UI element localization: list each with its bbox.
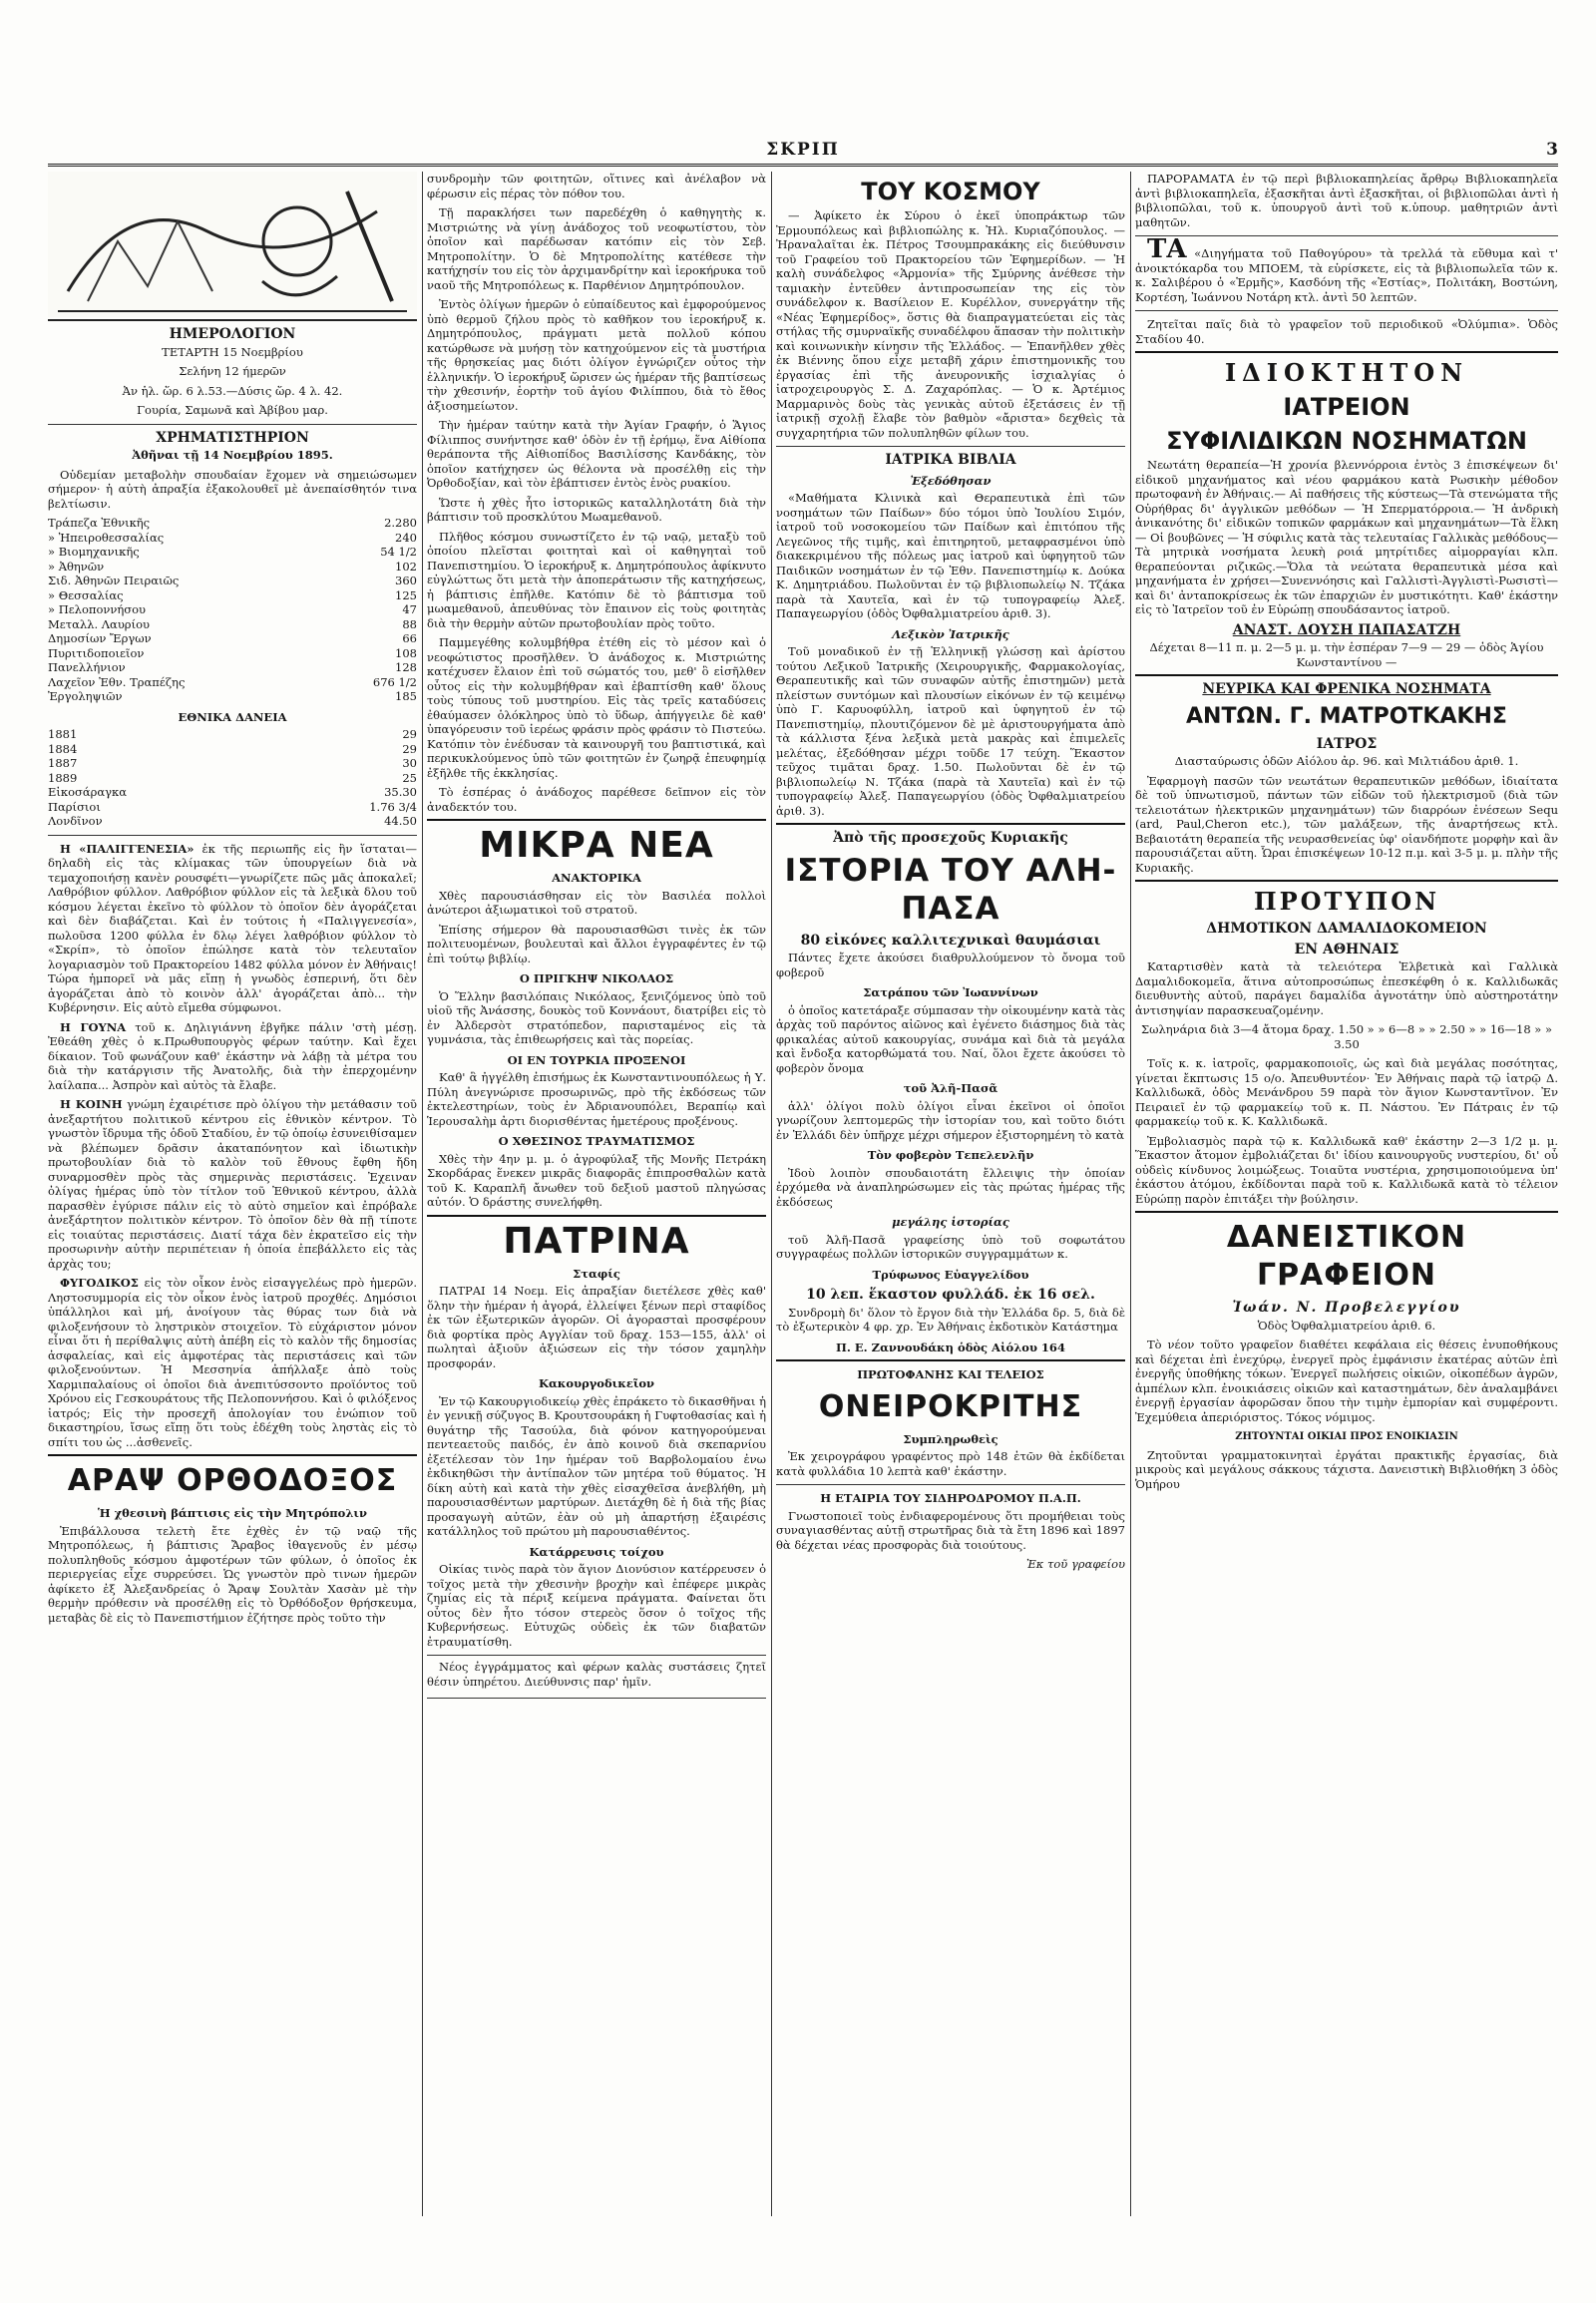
loans-table (48, 727, 417, 829)
row-value: 66 (402, 631, 417, 645)
iatreion-headline: ΙΑΤΡΕΙΟΝ (1283, 393, 1410, 421)
article-paragraph: Δέχεται 8—11 π. μ. 2—5 μ. μ. τὴν ἑσπέραν 7—9 — 29 — ὁδὸς Ἁγίου Κωνσταντίνου — (1149, 640, 1544, 669)
article-paragraph: Τοῦ μοναδικοῦ ἐν τῇ Ἑλληνικῇ γλώσσῃ καὶ ἀρίστου τούτου Λεξικοῦ Ἰατρικῆς (Χειρουργικῆς, Φαρμακολογίας, Θεραπευτικῆς καὶ τῶν συναφῶν αὐτῆς ἐπιστημῶν) μετὰ πλείστων συντόμων καὶ πλουσίων εἰκόνων ἐν τῷ κειμένῳ ὑπὸ Γ. Καρυοφύλλη, ἰατροῦ καὶ ὑφηγητοῦ ἐν τῷ Πανεπιστημίῳ, πλουτιζόμενον δὲ μὲ ἀριστουργήματα ἀπὸ τὰ κάλλιστα ξένα λεξικὰ μετὰ μακρὰς καὶ ἐπιμελεῖς μελέτας, ἐξεδόθησαν μέχρι τοῦδε 17 τεύχη. Ἕκαστον τεῦχος τιμᾶται δραχ. 1.50. Πωλοῦνται δὲ ἐν τῷ βιβλιοπωλείῳ Ν. Τζάκα (παρὰ τὰ Χαυτεῖα) καὶ ἐν τῷ τυπογραφείῳ Ἀλεξ. Παπαγεωργίου (ὁδὸς Ὀφθαλμιατρείου ἀριθ. 3). (776, 644, 1125, 818)
masthead-drawing-icon (48, 172, 417, 317)
article-paragraph: Οἰκίας τινὸς παρὰ τὸν ἅγιον Διονύσιον κατέρρευσεν ὁ τοῖχος μετὰ τὴν χθεσινὴν βροχὴν καὶ ἐπέφερε μικρὰς ζημίας εἰς τὰ πέριξ κείμενα πράγματα. Φαίνεται ὅτι οὗτος δὲν ἦτο τόσον στερεὸς ὅσον ὁ τοῖχος τῆς Κυβερνήσεως. Εὐτυχῶς οὐδεὶς ἐκ τῶν διαβατῶν ἐτραυματίσθη. (427, 1562, 766, 1649)
row-value: 1.76 3/4 (369, 799, 417, 814)
loans-title: ΕΘΝΙΚΑ ΔΑΝΕΙΑ (178, 709, 287, 724)
arab-subtitle: Ἡ χθεσινὴ βάπτισις εἰς τὴν Μητρόπολιν (98, 1506, 367, 1520)
table-row (48, 800, 417, 815)
column-2 (427, 172, 766, 2216)
ali-pasha-headline: ΙΣΤΟΡΙΑ ΤΟΥ ΑΛΗ-ΠΑΣΑ (784, 852, 1117, 927)
row-value: 125 (395, 587, 417, 602)
table-row (48, 588, 417, 603)
ad-publisher: Π. Ε. Ζαννουδάκη ὁδὸς Αἰόλου 164 (836, 1340, 1065, 1354)
item-text: τοῦ κ. Δηλιγιάννη ἐβγῆκε πάλιν 'στὴ μέσῃ. Ἐθεάθη χθὲς ὁ κ.Πρωθυπουργὸς φέρων ταύτην. Καὶ ἔχει δίκαιον. Τοῦ φωνάζουν καθ' ἑκάστην νὰ λάβῃ τὰ μέτρα του διὰ τὴν κατάργισιν τῆς Ἀνατολῆς, διὰ τὴν ἐπερχομένην λαίλαπα... Ἀσπρὸν καὶ αὐτὸς τὰ ἔλαβε. (48, 1019, 417, 1092)
ad-emphasis: Τρύφωνος Εὐαγγελίδου (872, 1267, 1029, 1282)
daneistikon-owner: Ἰωάν. Ν. Προβελεγγίου (1232, 1300, 1461, 1316)
ad-price: 10 λεπ. ἕκαστον φυλλάδ. ἐκ 16 σελ. (806, 1287, 1095, 1303)
row-label: Λαχεῖον Ἐθν. Τραπέζης (48, 674, 186, 689)
table-row (48, 742, 417, 757)
calendar-line: ΤΕΤΑΡΤΗ 15 Νοεμβρίου (162, 344, 303, 359)
oneirokritis-subhead: Συμπληρωθεὶς (903, 1431, 998, 1446)
section-heading: Η ΕΤΑΙΡΙΑ ΤΟΥ ΣΙΔΗΡΟΔΡΟΜΟΥ Π.Α.Π. (820, 1491, 1081, 1505)
news-item (48, 1020, 417, 1093)
column-rule-3 (1130, 172, 1131, 2216)
damalidokomeion-headline: ΔΗΜΟΤΙΚΟΝ ΔΑΜΑΛΙΔΟΚΟΜΕΙΟΝ (1206, 921, 1487, 937)
column-3 (776, 172, 1125, 2216)
divider (776, 823, 1125, 825)
article-paragraph: Ἐν τῷ Κακουργιοδικείῳ χθὲς ἐπράκετο τὸ δικασθῆναι ἡ ἐν γενικῇ σύζυγος Β. Κρουτσουράκη ἡ Γυφτοθασίας καὶ ἡ θυγάτηρ τῆς Τασούλα, διὰ φόνον κατηγορούμεναι πεντεαετοῦς παιδός, ἐν ἀπὸ κοινοῦ διὰ σκεπαρνίου ἐξετέλεσαν τὸν 1ην ἡμέραν τοῦ Βαρβολομαίου ἐνω ἐκδικηθῶσι τὴν ἀντίπαλον τῶν μητέρα τοῦ θύματος. Ἡ δίκη αὐτὴ καὶ κατὰ τὴν χθὲς εἰσαχθεῖσα ἀνεβλήθη, μὴ παρουσιασθέντων μαρτύρων. Διετάχθη δὲ ἡ διὰ τῆς βίας προσαγωγὴ αὐτῶν, ἐὰν οὐ μὴ ἀπαρτήσῃ ἐξαιρέσις κατάλληλος τοῦ πρώτου μὴ παρουσιαθέντος. (427, 1393, 766, 1538)
news-item (48, 1097, 417, 1271)
article-paragraph: ἀλλ' ὀλίγοι πολὺ ὀλίγοι εἶναι ἐκεῖνοι οἱ ὁποῖοι γνωρίζουν λεπτομερῶς τὴν ἱστορίαν του, καὶ τοῦτο διότι ἐν Ἑλλάδι δὲν ὑπῆρχε μέχρι σήμερον ἐξιστορημένη τὸ κατὰ (776, 1098, 1125, 1142)
article-paragraph: Τὴν ἡμέραν ταύτην κατὰ τὴν Ἁγίαν Γραφήν, ὁ Ἅγιος Φίλιππος συνήντησε καθ' ὁδὸν ἐν τῇ ἐρήμῳ, ἕνα Αἰθίοπα θεράποντα τῆς Αἰθιοπίδος Βασιλίσσης Κανδάκης, τὸν ὁποῖον κατήχησεν ὡς θέλοντα νὰ προσέλθῃ εἰς τὴν Ὀρθοδοξίαν, καὶ τὸν ἐβάπτισεν ἐντὸς ἑνὸς ρυακίου. (427, 418, 766, 490)
article-paragraph: Τὸ νέον τοῦτο γραφεῖον διαθέτει κεφάλαια εἰς θέσεις ἐνυποθήκους καὶ δέχεται ἐπὶ ἐνεχύρῳ, ἐνεργεῖ πρὸς ἐμφάνισιν ἑκατέρας αὐτῶν ἐπὶ ἐνεργῆς ὑποθήκης τόκων. Ἐνεργεῖ πωλήσεις οἰκιῶν, οἰκοπέδων ἀγρῶν, ἀμπέλων κλπ. ἐνοικιάσεις οἰκιῶν καὶ καταστημάτων, δὲν ἀναλαμβάνει ἐνεργῇ ἐργασίαν ἀφορῶσαν ὅπου τὴν τιμὴν ἐμπορίαν καὶ συμφέροντι. Ἐχεμύθεια ἀπεριόριστος. Τόκος νόμιμος. (1135, 1338, 1558, 1424)
table-row (48, 631, 417, 646)
table-row (48, 602, 417, 617)
row-value: 44.50 (384, 814, 417, 828)
divider (1135, 880, 1558, 882)
price-list: Σωληνάρια διὰ 3—4 ἄτομα δραχ. 1.50 » » 6—8 » » 2.50 » » 16—18 » » 3.50 (1140, 1022, 1553, 1051)
calendar-box (48, 327, 417, 418)
article-paragraph: Καταρτισθὲν κατὰ τὰ τελειότερα Ἑλβετικὰ καὶ Γαλλικὰ Δαμαλιδοκομεῖα, ἅτινα αὐτοπροσώπως ἐπεσκέφθη ὁ κ. Καλλιδωκᾶς διευθυντὴς αὐτοῦ, παράγει δαμαλίδα ἀγνοτάτην ὑπὸ αὐστηροτάτην ἀντισηψίαν παρασκευαζομένην. (1135, 960, 1558, 1017)
row-label: » Ἠπειροθεσσαλίας (48, 530, 165, 545)
row-value: 676 1/2 (372, 674, 417, 689)
item-lead: ΦΥΓΟΔΙΚΟΣ (60, 1276, 139, 1290)
table-row (48, 771, 417, 786)
article-paragraph: Πάντες ἔχετε ἀκούσει διαθρυλλούμενον τὸ ὄνομα τοῦ φοβεροῦ (776, 951, 1125, 979)
signature: Ἐκ τοῦ γραφείου (1026, 1557, 1125, 1571)
table-row (48, 785, 417, 800)
article-paragraph: Ἐντὸς ὀλίγων ἡμερῶν ὁ εὐπαίδευτος καὶ ἐμφορούμενος ὑπὸ θερμοῦ ζήλου πρὸς τὸ καθῆκον του ἱεροκήρυξ κ. Δημητρόπουλος, πράγματι μετὰ πολλοῦ κόπου κατώρθωσε νὰ μυήσῃ τὸν κατηχούμενον εἰς τὰ μυστήρια τῆς θρησκείας μας διότι ὀλίγον ἐγνώριζεν οὗτος τὴν ἑλληνικήν. Ὁ ἱεροκήρυξ ὥρισεν ὡς ἡμέραν τῆς βαπτίσεως τὴν χθεσινήν, ἑορτὴν τοῦ ἁγίου Φιλίππου, διὰ τὸ ἔθος ἀξιοσημείωτον. (427, 297, 766, 413)
article-paragraph: Ζητεῖται παῖς διὰ τὸ γραφεῖον τοῦ περιοδικοῦ «Ὀλύμπια». Ὁδὸς Σταδίου 40. (1135, 317, 1558, 346)
section-heading: Ο ΧΘΕΣΙΝΟΣ ΤΡΑΥΜΑΤΙΣΜΟΣ (498, 1134, 695, 1148)
doctor-name: ΑΝΤΩΝ. Γ. ΜΑΤΡΟΤΚΑΚΗΣ (1186, 703, 1507, 729)
header-rule (48, 164, 1558, 167)
section-subheading: Ἐξεδόθησαν (910, 473, 992, 488)
calendar-line: Σελήνη 12 ήμερῶν (179, 364, 286, 378)
row-label: Σιδ. Ἀθηνῶν Πειραιῶς (48, 574, 180, 587)
masthead-illustration (48, 172, 417, 321)
article-paragraph: Νεωτάτη θεραπεία—Ἡ χρονία βλεννόρροια ἐντὸς 3 ἐπισκέψεων δι' εἰδικοῦ μηχανήματος καὶ νέου φαρμάκου κατὰ Ρωσικὴν μέθοδον πρωτοφανὴ ἐν Ἀθήναις.— Αἱ παθήσεις τῆς κύστεως—Τὰ στενώματα τῆς Οὐρήθρας δι' ἀγγλικῶν μεθόδων — Ἡ Σπερματόρροια.— Ἡ ἀνδρικὴ ἀνικανότης δι' εἰδικῶν τοπικῶν φαρμάκων καὶ μηχανημάτων—Τὰ ἕλκη— Οἱ βουβῶνες — Ἡ σύφιλις κατὰ τὰς τελευταίας Γαλλικὰς μεθόδους—Τὰ μητρικὰ νοσήματα λευκὴ ροιά μητρίτιδες αἱμορραγίαι κλπ. θεραπεύονται ριζικῶς.—Ὅλα τὰ νεώτατα θεραπευτικὰ μέσα καὶ μηχανήματα ἐν χρήσει—Συνεννόησις καὶ Γαλλιστὶ-Ἀγγλιστὶ-Ρωσιστὶ—καὶ δι' ἀνταποκρίσεως ἐκ τῶν ἐπαρχιῶν ἐν μυστικότητι. Καθ' ἑκάστην εἰς τὸ Ἰατρεῖον τοῦ ἐν Εὐρώπῃ σπουδάσαντος ἰατροῦ. (1135, 458, 1558, 616)
row-label: 1887 (48, 756, 78, 770)
row-label: Ἐργοληψιῶν (48, 689, 123, 703)
row-label: Πυριτιδοποιεῖον (48, 645, 145, 660)
article-paragraph: Παμμεγέθης κολυμβήθρα ἐτέθη εἰς τὸ μέσον καὶ ὁ νεοφώτιστος προσῆλθεν. Ὁ ἀνάδοχος κ. Μιστριώτης κατέχυσεν ἔλαιον ἐπὶ τοῦ σώματός του, μεθ' ὃ εἰσῆλθεν οὗτος εἰς τὴν κολυμβήθραν καὶ ἐβαπτίσθη καθ' ὅλους τοὺς τύπους τοῦ μυστηρίου. Εἰς τὰς τρεῖς καταδύσεις ἐθαύμασεν ὁλόκληρος ὑπὸ τὸ ὕδωρ, ἀπήγγειλε δὲ καθ' ὑπαγόρευσιν τοῦ ἱερέως φράσιν πρὸς φράσιν τὸ Πιστεύω. Κατόπιν τὸν ἐνέδυσαν τὰ καινουργῆ του βαπτιστικά, καὶ περικυκλούμενος ὑπὸ τῶν φοιτητῶν ἐν ζωηρᾷ ἐπευφημίᾳ ἐξῆλθε τῆς ἐκκλησίας. (427, 635, 766, 780)
item-lead: Η ΚΟΙΝΗ (60, 1097, 123, 1111)
item-text: εἰς τὸν οἶκον ἑνὸς εἰσαγγελέως πρὸ ἡμερῶν. Ληστοσυμμορία εἰς τὸν οἶκον ἑνὸς ἰατροῦ προχθές. Δημόσιοι ὑπάλληλοι καὶ μή, ἀνοίγουν τὰς θύρας των διὰ νὰ φιλοξενήσουν τὸ ληστρικὸν στοιχεῖον. Τὸ εὐχάριστον μόνον εἶναι ὅτι ἡ περίθαλψις αὐτὴ ἀπέβη εἰς τὸ καλὸν τῆς δημοσίας ἀσφαλείας, καὶ εἰς ἀμφοτέρας τὰς περιστάσεις καὶ τῶν φιλοξενούντων. Ἡ Μεσσηνία ἀπήλλαξε ἀπὸ τοὺς Χαρμιπαλαίους οἱ ὁποῖοι διὰ ἀνεπιτύσσοντο προϊόντος τοῦ Χρόνου εἰς Γεσκουράτους τῆς Πελοποννήσου. Καὶ ὁ φιλόξενος ἰατρός; Εἰς τὴν προσεχῆ ἀπολογίαν του ἐνώπιον τοῦ δικαστηρίου, ἴσως εἴπῃ ὅτι τοὺς ἐδέχθη τοὺς ληστὰς εἰς τὸ σπίτι του ὡς ...ἀσθενεῖς. (48, 1276, 417, 1449)
table-row (48, 727, 417, 742)
row-value: 185 (395, 689, 417, 703)
exchange-table (48, 516, 417, 704)
ali-pasha-subhead: 80 εἰκόνες καλλιτεχνικαὶ θαυμάσιαι (800, 932, 1101, 949)
article-paragraph: Ἐκ χειρογράφου γραφέντος πρὸ 148 ἐτῶν θὰ ἐκδίδεται κατὰ φυλλάδια 10 λεπτὰ καθ' ἑκάστην. (776, 1449, 1125, 1478)
article-paragraph: Ἐφαρμογὴ πασῶν τῶν νεωτάτων θεραπευτικῶν μεθόδων, ἰδιαίτατα δὲ τοῦ ὑπνωτισμοῦ, πάντων τῶν εἰδῶν τοῦ ἠλεκτρισμοῦ (διὰ τῶν τελειοτάτων ἠλεκτρικῶν μηχανημάτων) τῶν διαρρόων ἐνέσεων Sequ (ard, Paul,Cheron etc.), τῶν μαλάξεων, τῆς ἀναρτήσεως κτλ. Βεβαιοτάτη θεραπεία τῆς νευρασθενείας ὑφ' οἱανδήποτε μορφὴν καὶ ἂν παρουσιάζεται αὕτη. Ὧραι ἐπισκέψεων 10-12 π.μ. καὶ 3-5 μ. μ. πλὴν τῆς Κυριακῆς. (1135, 773, 1558, 875)
exchange-title: ΧΡΗΜΑΤΙΣΤΗΡΙΟΝ (156, 429, 309, 446)
row-value: 360 (395, 574, 417, 587)
divider (1135, 235, 1558, 236)
ad-emphasis: Σατράπου τῶν Ἰωαννίνων (863, 985, 1038, 999)
item-text: «Διηγήματα τοῦ Παθογύρου» τὰ τρελλά τὰ εὔθυμα καὶ τ' ἀνοικτόκαρδα του ΜΠΟΕΜ, τὰ εὑρίσκετε, εἰς τὰ βιβλιοπωλεῖα τῶν κ. κ. Σαλιβέρου ὁ «Ἑρμῆς», Κασδόνη τῆς «Ἑστίας», Πολιτάκη, Βοστώνη, Κορτέση, Ἰωάννου Νοτάρη κτλ. ἀντὶ 50 λεπτῶν. (1135, 246, 1558, 304)
column-rule-1 (422, 172, 423, 2216)
item-text: γνώμη ἐχαιρέτισε πρὸ ὀλίγου τὴν μετάθασιν τοῦ ἀνεξαρτήτου πολιτικοῦ κέντρου εἰς ἐθνικὸν κέντρον. Τὸ γνωστὸν ἴδρυμα τῆς ὁδοῦ Σταδίου, ἐν τῷ ὁποίῳ ἐσυνειθίσαμεν νὰ βλέπωμεν δρᾶσιν ἀκαταπόνητον καὶ ἰδιωτικὴν πρωτοβουλίαν διὰ τὸ καλὸν τοῦ ἔθνους ἔφθη ἤδη συναρμοσθὲν πρὸς τὰς σημερινὰς περιστάσεις. Ἐχειναν ὀλίγας ἡμέρας ὑπὸ τὸν τίτλον τοῦ Ἐθνικοῦ κέντρου, ἀλλὰ παρασθὲν ἐγύρισε πάλιν εἰς τὸ αὐτὸ σημεῖον καὶ ἐπρόβαλε ἀνεξάρτητον πολιτικὸν κέντρον. Τὸ ὁποῖον δὲν θὰ πῇ τίποτε εἰς τοιαύτας περιστάσεις. Διατί τάχα δὲν ἐκρατεῖσο εἰς τὴν προσωρινὴν αὐτὴν περιπέτειαν ἡ ὁποία ἐπεβάλλετο εἰς τὰς ἀρχὰς του; (48, 1097, 417, 1271)
doctor-name: ΑΝΑΣΤ. ΔΟΥΣΗ ΠΑΠΑΣΑΤΖΗ (1232, 621, 1461, 638)
row-label: » Βιομηχανικῆς (48, 545, 140, 559)
oneirokritis-headline: ΟΝΕΙΡΟΚΡΙΤΗΣ (818, 1388, 1083, 1424)
row-value: 35.30 (384, 785, 417, 799)
item-text: ἐκ τῆς περιωπῆς εἰς ἣν ἵσταται—δηλαδὴ εἰς τὰς κλίμακας τῶν ὑπουργείων διὰ νὰ τεμαχοποιήσῃ κανὲν ρουσφέτι—γνωρίζετε πῶς μᾶς ἀποκαλεῖ; Λαθρόβιον φύλλον. Λαθρόβιον φύλλον εἰς τὰ λεξικὰ δλου τοῦ κόσμου λέγεται ἐκεῖνο τὸ φύλλον τὸ ὁποῖον δὲν ἀγοράζεται καὶ δὲν διαβάζεται. Καὶ ἐν τούτοις ἡ «Παλιγγενεσία», πωλοῦσα 1200 φύλλα ἐν δλῳ λέγει λαθρόβιον φύλλον τὸ «Σκρίπ», τὸ ὁποῖον ἐπώλησε κατὰ τὸν τελευταῖον λογαριασμὸν τοῦ Πρακτορείου 1482 φύλλα μόνον ἐν Ἀθήναις! Τώρα ἠμπορεῖ νὰ μᾶς εἴπῃ ἡ γνωδὸς ἑσπερινή, ὅτι δὲν ἀγοράζεται ἀπὸ τὸ κοινὸν ἀλλ' ἀγοράζεται ἀπὸ... τὴν Κυβέρνησιν. Εἰς αὐτὸ εἴμεθα σύμφωνοι. (48, 841, 417, 1014)
section-heading: ΙΑΤΡΙΚΑ ΒΙΒΛΙΑ (885, 452, 1016, 468)
calendar-line: Ἀν ἡλ. ὥρ. 6 λ.53.—Δύσις ὥρ. 4 λ. 42. (122, 383, 343, 398)
page-header (48, 140, 1558, 164)
ad-emphasis: μεγάλης ἱστορίας (892, 1215, 1009, 1229)
article-paragraph: Ζητοῦνται γραμματοκινηταὶ ἐργάται πρακτικῆς ἐργασίας, διὰ μικροὺς καὶ μεγάλους σάκκους τάχιστα. Δανειστικὴ Βιβλιοθήκη 3 ὁδὸς Ὁμήρου (1135, 1447, 1558, 1491)
patrina-headline: ΠΑΤΡΙΝΑ (503, 1220, 690, 1262)
row-label: Τράπεζα Ἐθνικῆς (48, 516, 151, 530)
page-number: 3 (1546, 140, 1558, 160)
row-value: 102 (395, 559, 417, 574)
row-value: 54 1/2 (380, 545, 417, 559)
table-row (48, 545, 417, 560)
syfilidikon-headline: ΣΥΦΙΛΙΔΙΚΩΝ ΝΟΣΗΜΑΤΩΝ (1166, 427, 1527, 455)
calendar-line: Γουρία, Σαμωνᾶ καὶ Ἀβίβου μαρ. (137, 403, 328, 417)
row-label: Δημοσίων Ἔργων (48, 631, 152, 645)
article-paragraph: Καθ' ἃ ἠγγέλθη ἐπισήμως ἐκ Κωνσταντινουπόλεως ἡ Υ. Πύλη ἀνεγνώρισε προσωρινῶς, πρὸ τῆς ἐκδόσεως τῶν ἐκτελεστηρίων, τοὺς ἐν Ἀδριανουπόλει, Βεραπίῳ καὶ Ἱερουσαλὴμ ἀρτι διορισθέντας ἡμετέρους προξένους. (427, 1070, 766, 1128)
mikra-nea-subhead: ΑΝΑΚΤΟΡΙΚΑ (552, 871, 641, 885)
article-paragraph: Τὸ ἑσπέρας ὁ ἀνάδοχος παρέθεσε δεῖπνον εἰς τὸν ἀναδεκτόν του. (427, 785, 766, 814)
paper-name: ΣΚΡΙΠ (766, 140, 840, 160)
tou-kosmou-headline: ΤΟΥ ΚΟΣΜΟΥ (861, 178, 1040, 205)
article-paragraph: ΠΑΤΡΑΙ 14 Νοεμ. Εἰς ἀπραξίαν διετέλεσε χθὲς καθ' ὅλην τὴν ἡμέραν ἡ ἀγορά, ἐλλείψει ξένων περὶ σταφίδος ἐκ τῶν ἐξωτερικῶν ἀγορῶν. Οἱ ἀγορασταὶ προσφέρουν διὰ φορτίκα πρὸς Αγγλίαν τοῦ δραχ. 153—155, ἀλλ' οἱ πωληταὶ ἀξιοῦν ἀξιώσεων εἰς τὴν τόσον χαμηλὴν προσφοράν. (427, 1284, 766, 1370)
idioktiton-headline: ΙΔΙΟΚΤΗΤΟΝ (1224, 358, 1469, 387)
daneistikon-headline: ΔΑΝΕΙΣΤΙΚΟΝ ΓΡΑΦΕΙΟΝ (1226, 1220, 1467, 1293)
en-athinais: ΕΝ ΑΘΗΝΑΙΣ (1294, 941, 1399, 958)
article-paragraph: — Ἀφίκετο ἐκ Σύρου ὁ ἐκεῖ ὑποπράκτωρ τῶν Ἐρμουπόλεως καὶ βιβλιοπώλης κ. Ἠλ. Κυριαζόπουλος. — Ἠραναλαῖται ἐκ. Πέτρος Τσουμπρακάκης εἰς διεύθυνσιν τοῦ Γραφείου τοῦ Πρακτορείου τῶν Ἐφημερίδων. — Ἡ καλὴ συνάδελφος «Ἁρμονία» τῆς Σμύρνης ἀνέθεσε τὴν ταμιακὴν ἐντεῦθεν ἀντιπροσωπείαν της εἰς τὸν συνάδελφον κ. Βασίλειον Ε. Κυρέλλον, συνεργάτην τῆς «Νέας Ἐφημερίδος», ὅστις θὰ διαπραγματεύεται εἰς τὰς στήλας τῆς σμυρναϊκῆς συναδέλφου ἅπασαν τὴν πολιτικὴν καὶ κοινωνικὴν κίνησιν τῆς Ἑλλάδος. — Ἐπανῆλθεν χθὲς ἐκ Βιέννης ὅπου εἶχε μεταβῆ χάριν ἐπιστημονικῆς του ἐργασίας ἐπὶ τῆς ἀνευρονικῆς ἰσχιαλγίας ὁ ἰατροχειρουργὸς Σ. Δ. Ζαχαρόπλας. — Ὁ κ. Ἀρτέμιος Μαρμαρινὸς δοὺς τὰς γενικὰς αὐτοῦ ἐξετάσεις ἐν τῇ ἰατρικῇ σχολῇ ἔλαβε τὸν βαθμὸν «ἄριστα» δεχθεὶς τὰ συγχαρητήρια τῶν πολυπληθῶν φίλων του. (776, 208, 1125, 440)
row-value: 2.280 (384, 516, 417, 530)
article-paragraph: Γνωστοποιεῖ τοὺς ἐνδιαφερομένους ὅτι προμήθειαι τοὺς συναγιασθέντας αὐτῇ στρωτῆρας διὰ τὰ ἔτη 1896 καὶ 1897 θὰ δέχεται νέας προσφορὰς διὰ τοιούτους. (776, 1508, 1125, 1552)
classified-notice (427, 1655, 766, 1699)
ad-kicker: ΠΡΩΤΟΦΑΝΗΣ ΚΑΙ ΤΕΛΕΙΟΣ (857, 1367, 1044, 1381)
row-label: Πανελλήνιον (48, 660, 126, 674)
article-paragraph: Ὥστε ἡ χθὲς ἦτο ἱστορικῶς καταλληλοτάτη διὰ τὴν βάπτισιν τοῦ προσκλύτου Μωαμεθανοῦ. (427, 495, 766, 524)
row-label: Λονδῖνον (48, 814, 103, 828)
exchange-section (48, 431, 417, 829)
row-label: 1884 (48, 741, 78, 756)
article-paragraph: Συνδρομὴ δι' ὅλον τὸ ἔργον διὰ τὴν Ἑλλάδα δρ. 5, διὰ δὲ τὸ ἐξωτερικὸν 4 φρ. χρ. Ἐν Ἀθήναις ἐκδοτικὸν Κατάστημα (776, 1305, 1125, 1334)
row-label: 1881 (48, 727, 78, 741)
row-label: 1889 (48, 770, 78, 785)
section-heading: ΟΙ ΕΝ ΤΟΥΡΚΙΑ ΠΡΟΞΕΝΟΙ (507, 1052, 686, 1067)
news-item (48, 842, 417, 1015)
row-label: Μεταλλ. Λαυρίου (48, 616, 150, 631)
item-lead: ΤΑ (1147, 234, 1187, 264)
table-row (48, 814, 417, 829)
item-lead: Η ΓΟΥΝΑ (60, 1019, 127, 1034)
row-value: 29 (402, 741, 417, 756)
table-row (48, 646, 417, 661)
exchange-intro: Οὐδεμίαν μεταβολὴν σπουδαίαν ἔχομεν νὰ σημειώσωμεν σήμερον· ἡ αὐτὴ ἀπραξία ἐξακολουθεῖ μὲ ἀνεπαίσθητόν τινα βελτίωσιν. (48, 467, 417, 511)
calendar-title: ΗΜΕΡΟΛΟΓΙΟΝ (169, 326, 296, 342)
section-heading: ΖΗΤΟΥΝΤΑΙ ΟΙΚΙΑΙ ΠΡΟΣ ΕΝΟΙΚΙΑΣΙΝ (1235, 1431, 1458, 1442)
divider (48, 835, 417, 836)
arab-headline: ΑΡΑΨ ΟΡΘΟΔΟΞΟΣ (67, 1463, 398, 1498)
row-value: 29 (402, 727, 417, 741)
row-value: 108 (395, 645, 417, 660)
table-row (48, 516, 417, 531)
table-row (48, 675, 417, 690)
divider (427, 819, 766, 821)
table-row (48, 660, 417, 675)
ad-kicker: Ἀπὸ τῆς προσεχοῦς Κυριακῆς (833, 830, 1068, 846)
divider (1135, 351, 1558, 353)
article-paragraph: ΠΑΡΟΡΑΜΑΤΑ ἐν τῷ περὶ βιβλιοκαπηλείας ἄρθρῳ Βιβλιοκαπηλεῖα ἀντὶ βιβλιοκαπηλεῖα, ἐξασκῆται ἀντὶ ἐξασκῆται, οἱ βιβλιοπῶλαι ἀντὶ ἡ βιβλιοπῶλαι, τοῦ κ. ὑπουργοῦ ἀντὶ τοῦ κ.ὑπουρ. μαθητριῶν ἀντὶ μαθητῶν. (1135, 172, 1558, 229)
table-row (48, 531, 417, 546)
divider (776, 1359, 1125, 1361)
divider (776, 446, 1125, 447)
row-value: 25 (402, 770, 417, 785)
article-paragraph: Χθὲς τὴν 4ην μ. μ. ὁ ἀγροφύλαξ τῆς Μονῆς Πετράκη Σκορδάρας ἕνεκεν μικρᾶς διαφορᾶς ἐπιπροσθαλὼν κατὰ τοῦ Κ. Καραπλῆ ἄνωθεν τοῦ δεξιοῦ μαστοῦ πληγώσας αὐτόν. Ὁ δράστης συνελήφθη. (427, 1151, 766, 1209)
divider (1135, 310, 1558, 311)
neurika-headline: ΝΕΥΡΙΚΑ ΚΑΙ ΦΡΕΝΙΚΑ ΝΟΣΗΜΑΤΑ (1202, 681, 1491, 697)
row-value: 47 (402, 602, 417, 616)
arab-text: Ἐπιβάλλουσα τελετὴ ἔτε ἐχθὲς ἐν τῷ ναῷ τῆς Μητροπόλεως, ἡ βάπτισις Ἄραβος ἰθαγενοῦς ἐν μέσῳ πολυπληθοῦς κόσμου ἀμφοτέρων τῶν φύλων, ὁ ὁποῖος ἐκ περιεργείας εἶχε συρρεύσει. Ὡς γνωστὸν πρὸ τινων ἡμερῶν ἀφίκετο ἐξ Ἀλεξανδρείας ὁ Ἄραψ Σουλτὰν Χασὰν μὲ τὴν θερμὴν πρόθεσιν νὰ προσέλθῃ εἰς τὸ Ὀρθόδοξον θρήσκευμα, μεταβὰς δὲ εἰς τὸ Πανεπιστήμιον ἐζήτησε πρὸς τοῦτο τὴν (48, 1523, 417, 1625)
continuation-text: συνδρομὴν τῶν φοιτητῶν, οἵτινες καὶ ἀνέλαβον νὰ φέρωσιν εἰς πέρας τὸν πόθον του. (427, 172, 766, 200)
row-label: » Ἀθηνῶν (48, 559, 105, 574)
notice-text: Νέος ἐγγράμματος καὶ φέρων καλὰς συστάσεις ζητεῖ θέσιν ὑπηρέτου. Διεύθυνσις παρ' ἡμῖν. (427, 1660, 766, 1689)
article-paragraph: Ἐμβολιασμὸς παρὰ τῷ κ. Καλλιδωκᾶ καθ' ἑκάστην 2—3 1/2 μ. μ. Ἕκαστον ἄτομον ἐμβολιάζεται δι' ἰδίου καινουργοῦς νυστερίου, δι' οὗ οὐδεὶς κίνδυνος λοιμώξεως. Τοιαῦτα νυστέρια, χρησιμοποιούμενα ὑπ' ἑκάστου ἀτόμου, ἐκδίδονται παρὰ τοῦ κ. Καλλιδωκᾶ κατὰ τὸ τέλειον Εὐρώπῃ παρὸν ἐπιτάξει τὴν βούλησιν. (1135, 1133, 1558, 1206)
patrina-subhead: Σταφίς (573, 1266, 620, 1281)
divider (776, 1484, 1125, 1485)
table-row (48, 689, 417, 704)
table-row (48, 617, 417, 632)
article-paragraph: Χθὲς παρουσιάσθησαν εἰς τὸν Βασιλέα πολλοὶ ἀνώτεροι ἀξιωματικοὶ τοῦ στρατοῦ. (427, 888, 766, 917)
row-label: » Θεσσαλίας (48, 587, 124, 602)
table-row (48, 574, 417, 588)
row-value: 128 (395, 660, 417, 674)
divider (1135, 1211, 1558, 1213)
article-paragraph: Ὁ Ἕλλην βασιλόπαις Νικόλαος, ξενιζόμενος ὑπὸ τοῦ υἱοῦ τῆς Ἀνάσσης, δουκὸς τοῦ Κοννάουτ, διατρίβει εἰς τὸ ἐν Ἀλδερσὸτ στρατόπεδον, παρισταμένος εἰς τὰ γυμνάσια, τὰς ἐπιθεωρήσεις καὶ τὰς πορείας. (427, 988, 766, 1046)
divider (427, 1215, 766, 1217)
exchange-date: Ἀθῆναι τῇ 14 Νοεμβρίου 1895. (132, 448, 333, 462)
item-lead: Η «ΠΑΛΙΓΓΕΝΕΣΙΑ» (60, 841, 195, 856)
column-1 (48, 172, 417, 2216)
column-4 (1135, 172, 1558, 2216)
section-heading: Λεξικὸν Ἰατρικῆς (892, 626, 1009, 641)
article-paragraph: Ἐπίσης σήμερον θὰ παρουσιασθῶσι τινὲς ἐκ τῶν πολιτευομένων, βουλευταὶ καὶ ἄλλοι ἐγγραφέντες ἐν τῷ ἐπὶ τούτῳ βιβλίῳ. (427, 922, 766, 965)
article-paragraph: Τῇ παρακλήσει των παρεδέχθη ὁ καθηγητὴς κ. Μιστριώτης νὰ γίνῃ ἀνάδοχος τοῦ νεοφωτίστου, τὸν ὁποῖον καὶ παρέδωσαν κατόπιν εἰς τὸν Σεβ. Μητροπολίτην. Ὁ δὲ Μητροπολίτης κατέθεσε τὴν κατήχησίν του εἰς τὸν ἀρχιμανδρίτην καὶ ἱεροκήρυκα τοῦ ναοῦ τῆς Μητροπόλεως κ. Παρθένιον Δημητρόπουλον. (427, 205, 766, 292)
row-value: 240 (395, 530, 417, 545)
doctor-address: Διασταύρωσις ὁδῶν Αἰόλου ἀρ. 96. καὶ Μιλτιάδου ἀριθ. 1. (1174, 754, 1519, 768)
section-heading: Ο ΠΡΙΓΚΗΨ ΝΙΚΟΛΑΟΣ (519, 971, 674, 985)
table-row (48, 756, 417, 771)
row-value: 30 (402, 756, 417, 770)
daneistikon-address: Ὁδὸς Ὀφθαλμιατρείου ἀριθ. 6. (1257, 1318, 1436, 1333)
row-label: Παρίσιοι (48, 799, 101, 814)
row-label: Εἰκοσάραγκα (48, 785, 127, 799)
doctor-title: ΙΑΤΡΟΣ (1316, 735, 1378, 752)
article-paragraph: Ἰδοὺ λοιπὸν σπουδαιοτάτη ἔλλειψις τὴν ὁποίαν ἐρχόμεθα νὰ ἀναπληρώσωμεν εἰς τὰς πρώτας ἡμέρας τῆς ἐκδόσεως (776, 1165, 1125, 1209)
column-rule-2 (771, 172, 772, 2216)
ad-emphasis: Τὸν φοβερὸν Τεπελενλῆν (867, 1148, 1034, 1162)
news-item (48, 1276, 417, 1449)
row-label: » Πελοποννήσου (48, 602, 147, 616)
table-row (48, 560, 417, 575)
divider (48, 1454, 417, 1456)
mikra-nea-headline: ΜΙΚΡΑ ΝΕΑ (479, 825, 714, 866)
section-heading: Κακουργοδικεῖον (538, 1376, 655, 1390)
protypon-headline: ΠΡΟΤΥΠΟΝ (1253, 887, 1440, 916)
divider (1135, 674, 1558, 676)
ad-emphasis: τοῦ Ἀλῆ-Πασᾶ (903, 1081, 998, 1095)
article-paragraph: τοῦ Ἀλῆ-Πασᾶ γραφείσης ὑπὸ τοῦ σοφωτάτου συγγραφέως πολλῶν ἱστορικῶν συγγραμμάτων κ. (776, 1232, 1125, 1261)
section-heading: Κατάρρευσις τοίχου (529, 1544, 664, 1559)
article-paragraph: ὁ ὁποῖος κατετάραξε σύμπασαν τὴν οἰκουμένην κατὰ τὰς ἀρχὰς τοῦ παρόντος αἰῶνος καὶ ἐγένετο διάσημος διὰ τὰς φρικαλέας αὐτοῦ κακουργίας, συνάμα καὶ διὰ τὰ μεγάλα καὶ ἔνδοξα κατορθώματά του. Ναί, ὅλοι ἔχετε ἀκούσει τὸ φοβερὸν ὄνομα (776, 1002, 1125, 1075)
article-paragraph: «Μαθήματα Κλινικὰ καὶ Θεραπευτικὰ ἐπὶ τῶν νοσημάτων τῶν Παίδων» δύο τόμοι ὑπὸ Ἰουλίου Σιμόν, ἰατροῦ τοῦ νοσοκομείου τῶν Παίδων καὶ ἐπιτόπου τῆς Λεγεῶνος τῆς τιμῆς, καὶ ἐπιτηρητοῦ, μεταφρασμένοι ὑπὸ διακεκριμένου τῆς πόλεως μας ἰατροῦ καὶ ὑφηγητοῦ τῶν Παιδικῶν νοσημάτων ἐν τῷ Ἐθν. Πανεπιστημίῳ κ. Δούκα Κ. Δημητριάδου. Πωλοῦνται ἐν τῷ βιβλιοπωλείῳ Ν. Τζάκα παρὰ τὰ Χαυτεῖα, καὶ ἐν τῷ τυπογραφείῳ Ἀλεξ. Παπαγεωργίου (ὁδὸς Ὀφθαλμιατρείου ἀριθ. 3). (776, 491, 1125, 620)
divider (48, 424, 417, 425)
row-value: 88 (402, 616, 417, 631)
article-paragraph: Τοῖς κ. κ. ἰατροῖς, φαρμακοποιοῖς, ὡς καὶ διὰ μεγάλας ποσότητας, γίνεται ἔκπτωσις 15 ο/ο. Ἀπευθυντέον· Ἐν Ἀθήναις παρὰ τῷ ἰατρῷ Δ. Καλλιδωκᾶ, ὁδὸς Μενάνδρου 59 παρὰ τὸν ἅγιον Κωνσταντῖνον. Ἐν Πειραιεῖ ἐν τῷ φαρμακείῳ τοῦ κ. Π. Νάστου. Ἐν Πάτραις ἐν τῷ φαρμακείῳ τοῦ κ. Κ. Καλλιδωκᾶ. (1135, 1056, 1558, 1128)
article-paragraph: Πλῆθος κόσμου συνωστίζετο ἐν τῷ ναῷ, μεταξὺ τοῦ ὁποίου πλεῖσται φοιτηταὶ καὶ οἱ καθηγηταὶ τοῦ Πανεπιστημίου. Ὁ ἱεροκήρυξ κ. Δημητρόπουλος ἀφίκνυτο εὐγλώττως ὅτι μετὰ τὴν ἀποπεράτωσιν τῆς κατηχήσεως, ἡ βάπτισις ἐπῆλθε. Κατόπιν δὲ τὸ βάπτισμα τοῦ μωαμεθανοῦ, ἀπευθύνας τὸν ἔπαινον εἰς τοὺς φοιτητὰς διὰ τὴν θερμὴν αὐτῶν πρωτοβουλίαν πρὸς τοῦτο. (427, 529, 766, 630)
